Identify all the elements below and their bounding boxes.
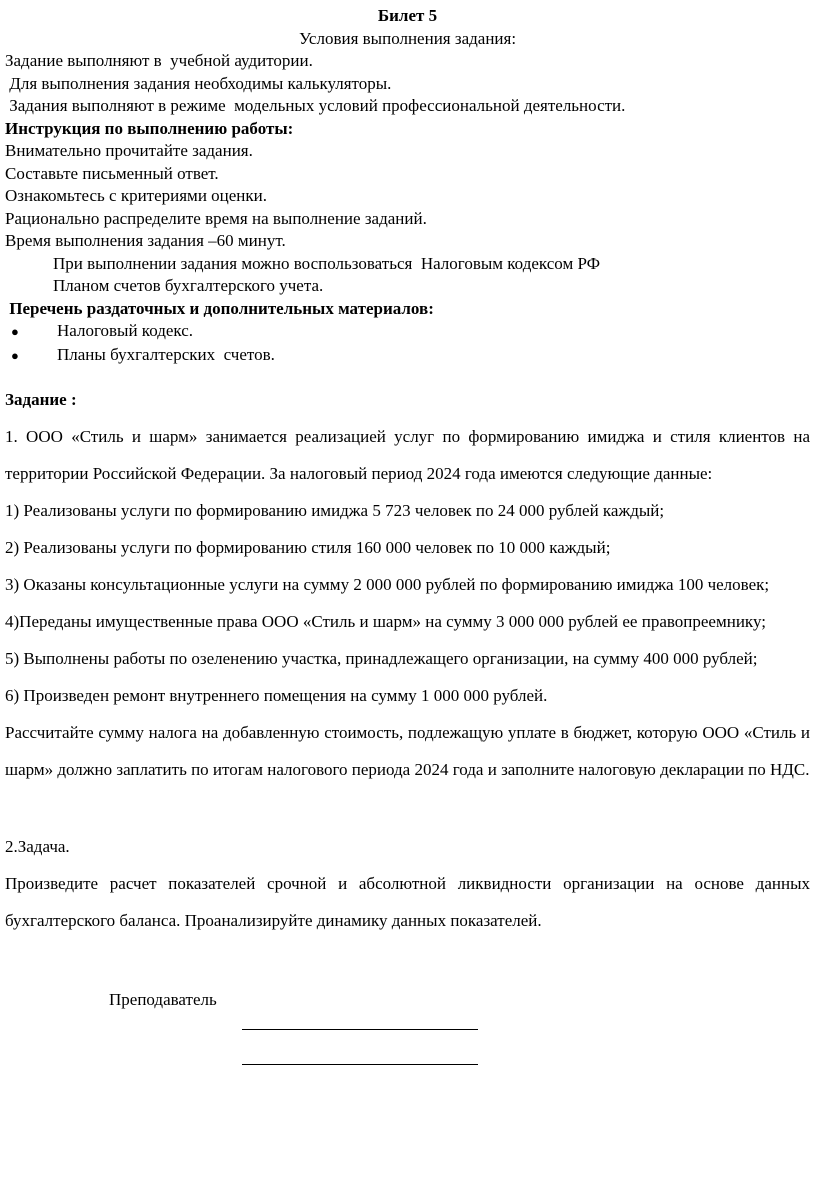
instruction-line: Составьте письменный ответ. [5, 163, 219, 183]
signature-line [242, 1030, 478, 1065]
condition-line: Задания выполняют в режиме модельных условий профессиональной деятельности. [5, 96, 626, 115]
instruction-line: Ознакомьтесь с критериями оценки. [5, 186, 268, 205]
task1-intro: 1. ООО «Стиль и шарм» занимается реализацией услуг по формированию имиджа и стиля клиентов на территории Российской Федерации. За налоговый период 2024 года имеются следующие данные: [5, 427, 810, 483]
material-label: Планы бухгалтерских счетов. [57, 344, 275, 364]
task2-header: 2.Задача. [5, 837, 70, 856]
allowed-material-line: При выполнении задания можно воспользоваться Налоговым кодексом РФ [53, 253, 601, 273]
allowed-material-line: Планом счетов бухгалтерского учета. [53, 276, 324, 295]
task2-text: Произведите расчет показателей срочной и абсолютной ликвидности организации на основе данных бухгалтерского баланса. Проанализируйте динамику данных показателей. [5, 874, 810, 930]
material-label: Налоговый кодекс. [57, 321, 194, 340]
condition-line: Для выполнения задания необходимы калькуляторы. [5, 73, 392, 93]
task1-item: 1) Реализованы услуги по формированию имиджа 5 723 человек по 24 000 рублей каждый; [5, 501, 665, 520]
bullet-icon: ● [11, 324, 19, 339]
instruction-line: Время выполнения задания –60 минут. [5, 231, 286, 250]
task1-item: 5) Выполнены работы по озеленению участка, принадлежащего организации, на сумму 400 000 рублей; [5, 649, 758, 668]
task1-conclusion: Рассчитайте сумму налога на добавленную стоимость, подлежащую уплате в бюджет, которую ООО «Стиль и шарм» должно заплатить по итогам налогового периода 2024 года и заполните налоговую декларации по НДС. [5, 723, 810, 779]
task1-item: 3) Оказаны консультационные услуги на сумму 2 000 000 рублей по формированию имиджа 100 человек; [5, 575, 770, 594]
teacher-label: Преподаватель [109, 990, 217, 1009]
task-section [5, 381, 810, 1065]
task1-item: 4)Переданы имущественные права ООО «Стиль и шарм» на сумму 3 000 000 рублей ее правопреемнику; [5, 612, 766, 631]
task1-item: 6) Произведен ремонт внутреннего помещения на сумму 1 000 000 рублей. [5, 686, 548, 705]
bullet-icon: ● [11, 347, 19, 363]
signature-line [242, 1015, 478, 1030]
materials-header: Перечень раздаточных и дополнительных материалов: [5, 298, 434, 318]
instructions-header: Инструкция по выполнению работы: [5, 118, 294, 138]
instruction-line: Рационально распределите время на выполнение заданий. [5, 208, 427, 228]
material-list-item [5, 320, 810, 344]
document-subtitle: Условия выполнения задания: [298, 28, 517, 48]
task1-item: 2) Реализованы услуги по формированию стиля 160 000 человек по 10 000 каждый; [5, 538, 611, 557]
condition-line: Задание выполняют в учебной аудитории. [5, 51, 313, 70]
document-title: Билет 5 [377, 6, 438, 25]
teacher-row [5, 985, 810, 1015]
task-header: Задание : [5, 390, 77, 409]
instruction-line: Внимательно прочитайте задания. [5, 141, 253, 160]
conditions-section [5, 5, 810, 367]
material-list-item [5, 344, 810, 368]
